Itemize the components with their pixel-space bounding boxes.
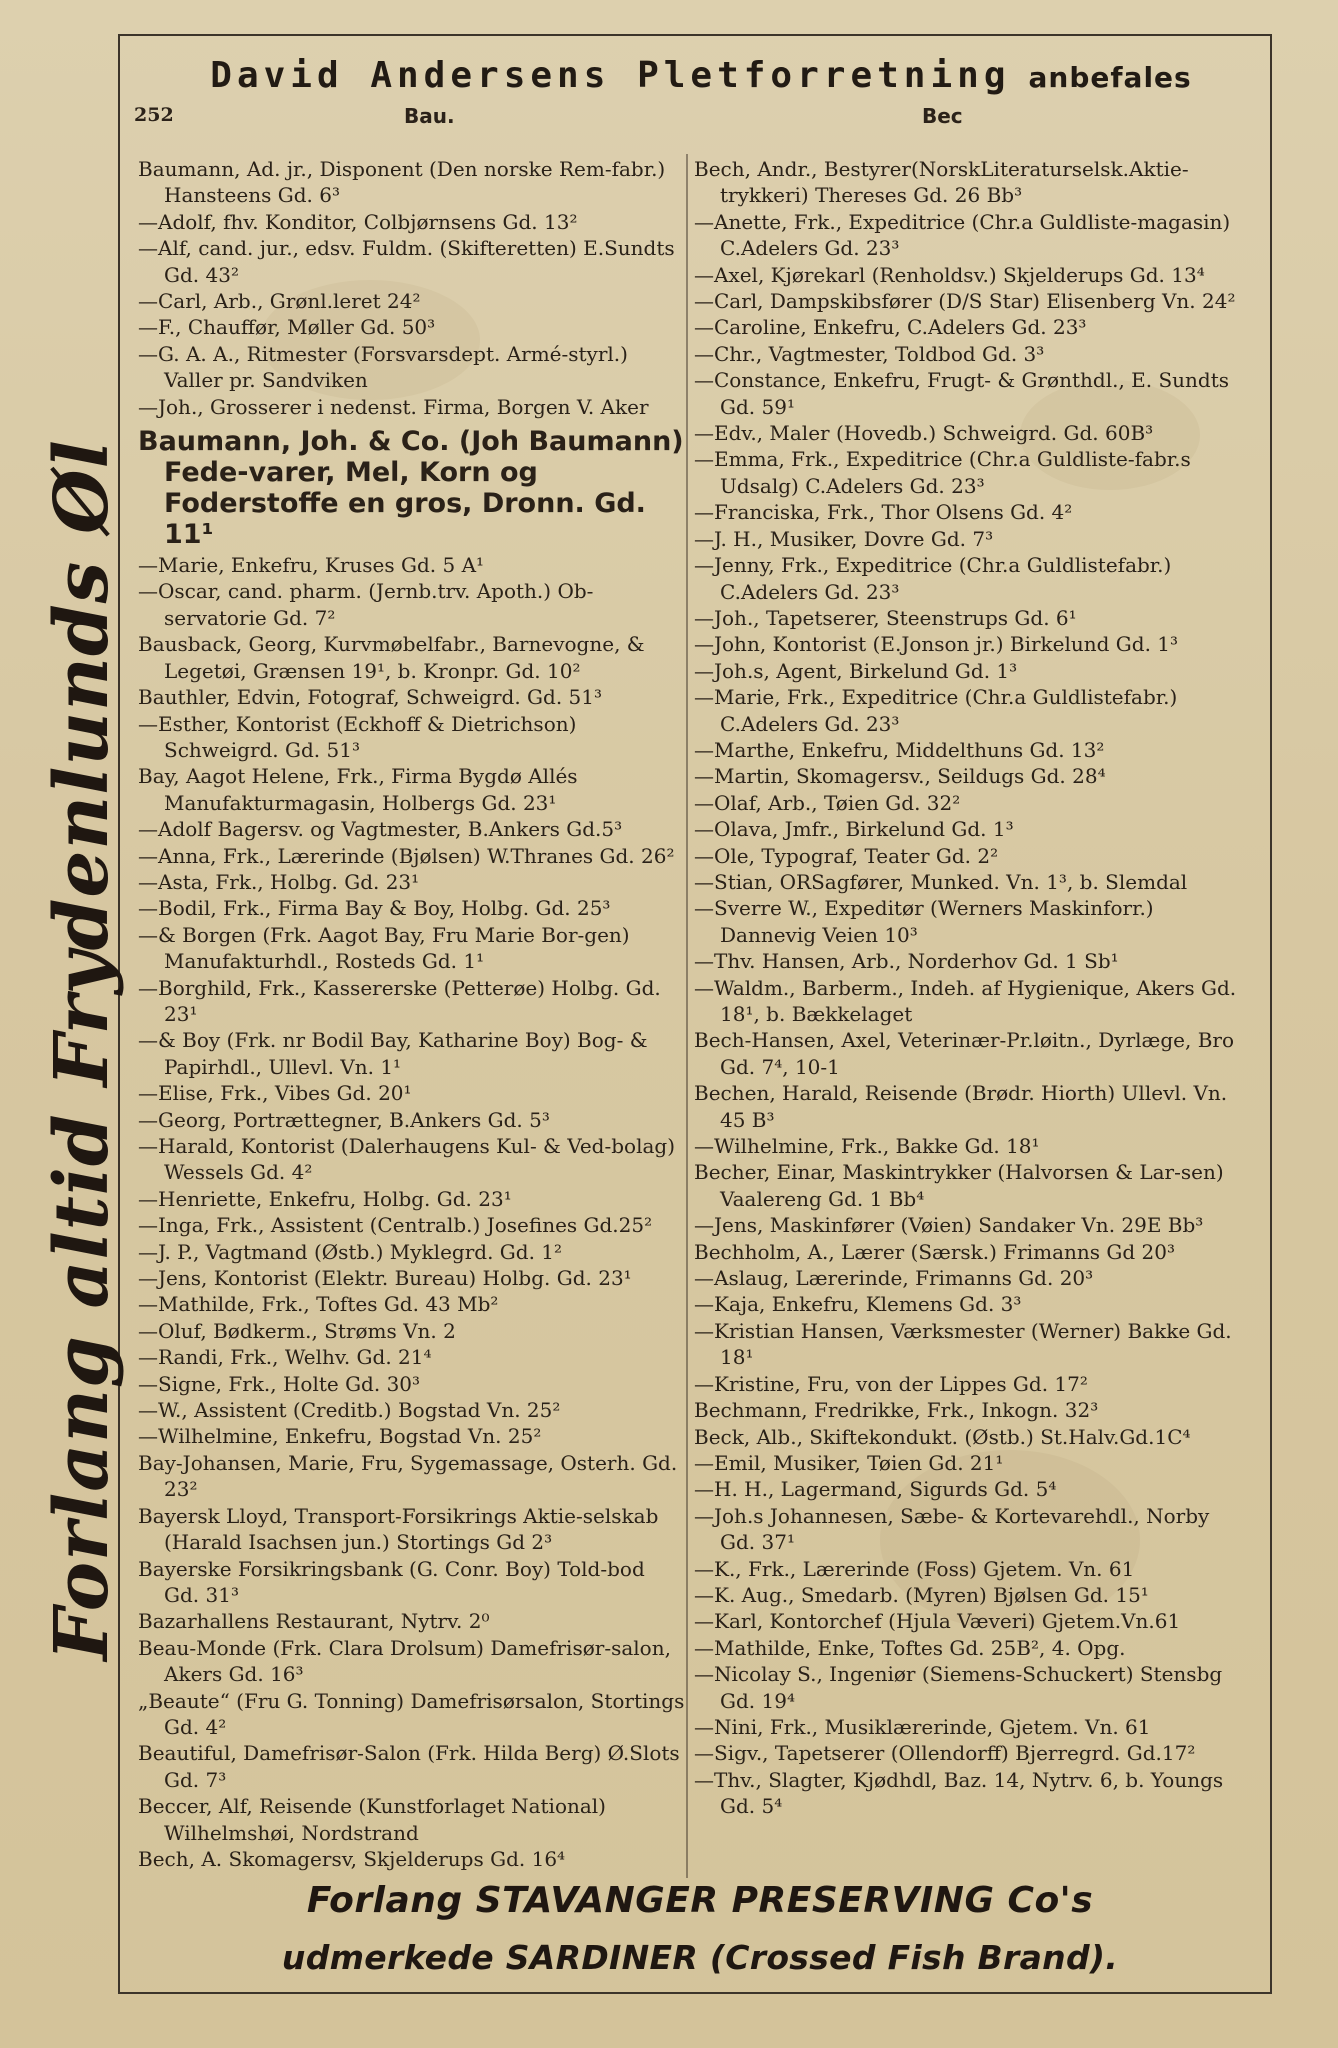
directory-entry: Bazarhallens Restaurant, Nytrv. 2⁰	[138, 1609, 490, 1634]
directory-entry: Beautiful, Damefrisør-Salon (Frk. Hilda Berg) Ø.Slots Gd. 7³	[138, 1741, 680, 1792]
directory-entry: —Marie, Enkefru, Kruses Gd. 5 A¹	[138, 553, 485, 578]
directory-entry: Baumann, Ad. jr., Disponent (Den norske Rem-fabr.) Hansteens Gd. 6³	[138, 157, 666, 208]
header-subtitle: anbefales	[1028, 61, 1192, 94]
column-divider	[686, 154, 688, 1878]
directory-entry: —Martin, Skomagersv., Seildugs Gd. 28⁴	[694, 764, 1106, 789]
directory-entry: —Oluf, Bødkerm., Strøms Vn. 2	[138, 1318, 456, 1343]
directory-entry: —Randi, Frk., Welhv. Gd. 21⁴	[138, 1345, 432, 1370]
directory-entry: —G. A. A., Ritmester (Forsvarsdept. Armé-styrl.) Valler pr. Sandviken	[138, 341, 628, 393]
directory-entry: —Oscar, cand. pharm. (Jernb.trv. Apoth.) Ob-servatorie Gd. 7²	[138, 579, 594, 630]
directory-entry: —Esther, Kontorist (Eckhoff & Dietrichson) Schweigrd. Gd. 51³	[138, 711, 577, 762]
directory-entry: —W., Assistent (Creditb.) Bogstad Vn. 25²	[138, 1398, 561, 1423]
directory-entry: —Nicolay S., Ingeniør (Siemens-Schuckert) Stensbg Gd. 19⁴	[694, 1662, 1223, 1713]
directory-entry: —Georg, Portrættegner, B.Ankers Gd. 5³	[138, 1107, 550, 1132]
directory-entry: —Adolf, fhv. Konditor, Colbjørnsens Gd. 13²	[138, 209, 578, 234]
directory-entry: —Olaf, Arb., Tøien Gd. 32²	[694, 790, 961, 815]
directory-entry: Bay-Johansen, Marie, Fru, Sygemassage, Osterh. Gd. 23²	[138, 1450, 678, 1502]
directory-entry: —Ole, Typograf, Teater Gd. 2²	[694, 843, 999, 868]
directory-entry: —Joh.s Johannesen, Sæbe- & Kortevarehdl., Norby Gd. 37¹	[694, 1503, 1210, 1555]
directory-entry: —Inga, Frk., Assistent (Centralb.) Josefines Gd.25²	[138, 1213, 653, 1238]
directory-entry: —Axel, Kjørekarl (Renholdsv.) Skjelderups Gd. 13⁴	[694, 262, 1205, 287]
directory-entry: —Alf, cand. jur., edsv. Fuldm. (Skifteretten) E.Sundts Gd. 43²	[138, 236, 675, 287]
bottom-ad-line-2: udmerkede SARDINER (Crossed Fish Brand).	[281, 1938, 1119, 1977]
directory-entry: —Karl, Kontorchef (Hjula Væveri) Gjetem.Vn.61	[694, 1609, 1181, 1634]
directory-entry: —Henriette, Enkefru, Holbg. Gd. 23¹	[138, 1186, 512, 1211]
directory-entry: —& Boy (Frk. nr Bodil Bay, Katharine Boy) Bog- & Papirhdl., Ullevl. Vn. 1¹	[138, 1028, 648, 1079]
directory-entry: Bay, Aagot Helene, Frk., Firma Bygdø Allés Manufakturmagasin, Holbergs Gd. 23¹	[138, 764, 578, 815]
directory-entry: —Wilhelmine, Enkefru, Bogstad Vn. 25²	[138, 1424, 542, 1449]
directory-entry: Baumann, Joh. & Co. (Joh Baumann) Fede-varer, Mel, Korn og Foderstoffe en gros, Dronn. Gd. 11¹	[138, 426, 684, 551]
directory-entry: —Wilhelmine, Frk., Bakke Gd. 18¹	[694, 1134, 1040, 1159]
directory-entry: Becher, Einar, Maskintrykker (Halvorsen & Lar-sen) Vaalereng Gd. 1 Bb⁴	[694, 1160, 1224, 1211]
header-banner	[176, 48, 1226, 96]
directory-entry: —Marthe, Enkefru, Middelthuns Gd. 13²	[694, 737, 1105, 762]
directory-entry: —F., Chauffør, Møller Gd. 50³	[138, 315, 436, 340]
directory-entry: —Kristian Hansen, Værksmester (Werner) Bakke Gd. 18¹	[694, 1318, 1232, 1370]
directory-entry: —Thv. Hansen, Arb., Norderhov Gd. 1 Sb¹	[694, 949, 1119, 974]
directory-entry: —Harald, Kontorist (Dalerhaugens Kul- & Ved-bolag) Wessels Gd. 4²	[138, 1134, 675, 1185]
right-column	[694, 156, 1246, 1820]
directory-entry: —& Borgen (Frk. Aagot Bay, Fru Marie Bor-gen) Manufakturhdl., Rosteds Gd. 1¹	[138, 922, 630, 974]
side-ad-text: Forlang altid Frydenlunds Øl	[39, 439, 125, 1661]
directory-entry: Beck, Alb., Skiftekondukt. (Østb.) St.Halv.Gd.1C⁴	[694, 1424, 1191, 1449]
page-number: 252	[134, 104, 174, 126]
directory-entry: —Olava, Jmfr., Birkelund Gd. 1³	[694, 817, 1014, 842]
directory-entry: —Sigv., Tapetserer (Ollendorff) Bjerregrd. Gd.17²	[694, 1741, 1196, 1766]
directory-entry: —Franciska, Frk., Thor Olsens Gd. 4²	[694, 500, 1073, 525]
directory-entry: Bech, A. Skomagersv, Skjelderups Gd. 16⁴	[138, 1846, 566, 1871]
directory-entry: —Emma, Frk., Expeditrice (Chr.a Guldliste-fabr.s Udsalg) C.Adelers Gd. 23³	[694, 447, 1191, 498]
directory-entry: —Thv., Slagter, Kjødhdl, Baz. 14, Nytrv. 6, b. Youngs Gd. 5⁴	[694, 1767, 1224, 1819]
directory-entry: Beccer, Alf, Reisende (Kunstforlaget National) Wilhelmshøi, Nordstrand	[138, 1794, 606, 1845]
directory-entry: —Adolf Bagersv. og Vagtmester, B.Ankers Gd.5³	[138, 817, 623, 842]
directory-entry: —Stian, ORSagfører, Munked. Vn. 1³, b. Slemdal	[694, 869, 1188, 894]
directory-entry: —Mathilde, Enke, Toftes Gd. 25B², 4. Opg.	[694, 1635, 1126, 1660]
directory-entry: —H. H., Lagermand, Sigurds Gd. 5⁴	[694, 1477, 1057, 1502]
directory-entry: —Carl, Arb., Grønl.leret 24²	[138, 289, 421, 314]
directory-entry: —Jens, Kontorist (Elektr. Bureau) Holbg. Gd. 23¹	[138, 1266, 632, 1291]
directory-entry: —K. Aug., Smedarb. (Myren) Bjølsen Gd. 15¹	[694, 1582, 1149, 1607]
directory-entry: —Carl, Dampskibsfører (D/S Star) Elisenberg Vn. 24²	[694, 289, 1236, 314]
directory-entry: —Asta, Frk., Holbg. Gd. 23¹	[138, 869, 420, 894]
section-range-left: Bau.	[404, 104, 455, 128]
directory-entry: —Edv., Maler (Hovedb.) Schweigrd. Gd. 60B³	[694, 421, 1154, 446]
directory-entry: —J. H., Musiker, Dovre Gd. 7³	[694, 526, 994, 551]
directory-entry: —Nini, Frk., Musiklærerinde, Gjetem. Vn. 61	[694, 1714, 1151, 1739]
directory-entry: —Mathilde, Frk., Toftes Gd. 43 Mb²	[138, 1292, 499, 1317]
directory-entry: —K., Frk., Lærerinde (Foss) Gjetem. Vn. 61	[694, 1556, 1135, 1581]
directory-entry: —Kristine, Fru, von der Lippes Gd. 17²	[694, 1371, 1088, 1396]
directory-entry: —Elise, Frk., Vibes Gd. 20¹	[138, 1081, 412, 1106]
directory-entry: Bayerske Forsikringsbank (G. Conr. Boy) Told-bod Gd. 31³	[138, 1556, 645, 1607]
directory-entry: Bechholm, A., Lærer (Særsk.) Frimanns Gd 20³	[694, 1239, 1175, 1264]
directory-entry: —Jenny, Frk., Expeditrice (Chr.a Guldlistefabr.) C.Adelers Gd. 23³	[694, 553, 1172, 604]
directory-entry: —Emil, Musiker, Tøien Gd. 21¹	[694, 1450, 1004, 1475]
directory-entry: —Borghild, Frk., Kassererske (Petterøe) Holbg. Gd. 23¹	[138, 975, 661, 1026]
directory-entry: Bechmann, Fredrikke, Frk., Inkogn. 32³	[694, 1398, 1099, 1423]
directory-entry: —Waldm., Barberm., Indeh. af Hygienique, Akers Gd. 18¹, b. Bækkelaget	[694, 975, 1237, 1026]
directory-entry: —Marie, Frk., Expeditrice (Chr.a Guldlistefabr.) C.Adelers Gd. 23³	[694, 685, 1178, 736]
directory-entry: —Aslaug, Lærerinde, Frimanns Gd. 20³	[694, 1266, 1094, 1291]
directory-entry: —Kaja, Enkefru, Klemens Gd. 3³	[694, 1292, 1022, 1317]
directory-entry: —Chr., Vagtmester, Toldbod Gd. 3³	[694, 341, 1045, 366]
directory-entry: —Joh., Grosserer i nedenst. Firma, Borgen V. Aker	[138, 394, 649, 419]
directory-entry: —Caroline, Enkefru, C.Adelers Gd. 23³	[694, 315, 1087, 340]
directory-entry: —Anette, Frk., Expeditrice (Chr.a Guldliste-magasin) C.Adelers Gd. 23³	[694, 209, 1231, 261]
directory-entry: —Constance, Enkefru, Frugt- & Grønthdl., E. Sundts Gd. 59¹	[694, 368, 1230, 419]
directory-entry: —John, Kontorist (E.Jonson jr.) Birkelund Gd. 1³	[694, 632, 1179, 657]
left-column	[138, 156, 686, 1872]
directory-entry: —Signe, Frk., Holte Gd. 30³	[138, 1371, 421, 1396]
directory-entry: —J. P., Vagtmand (Østb.) Myklegrd. Gd. 1²	[138, 1239, 563, 1264]
section-range-right: Bec	[922, 104, 963, 128]
directory-entry: —Anna, Frk., Lærerinde (Bjølsen) W.Thranes Gd. 26²	[138, 843, 675, 868]
directory-entry: —Bodil, Frk., Firma Bay & Boy, Holbg. Gd. 25³	[138, 896, 611, 921]
directory-entry: „Beaute“ (Fru G. Tonning) Damefrisørsalon, Stortings Gd. 4²	[138, 1688, 685, 1739]
directory-entry: Bausback, Georg, Kurvmøbelfabr., Barnevogne, & Legetøi, Grænsen 19¹, b. Kronpr. Gd. 10²	[138, 632, 645, 683]
directory-entry: Bechen, Harald, Reisende (Brødr. Hiorth) Ullevl. Vn. 45 B³	[694, 1081, 1228, 1132]
bottom-ad-line-1: Forlang STAVANGER PRESERVING Co's	[306, 1880, 1094, 1921]
directory-entry: Bech-Hansen, Axel, Veterinær-Pr.løitn., Dyrlæge, Bro Gd. 7⁴, 10-1	[694, 1028, 1234, 1079]
header-title: David Andersens Pletforretning	[210, 55, 1011, 96]
directory-entry: Bech, Andr., Bestyrer(NorskLiteraturselsk.Aktie-trykkeri) Thereses Gd. 26 Bb³	[694, 157, 1189, 208]
directory-entry: —Joh., Tapetserer, Steenstrups Gd. 6¹	[694, 605, 1077, 630]
directory-entry: Beau-Monde (Frk. Clara Drolsum) Damefrisør-salon, Akers Gd. 16³	[138, 1635, 671, 1687]
directory-entry: —Joh.s, Agent, Birkelund Gd. 1³	[694, 658, 1018, 683]
directory-entry: Bauthler, Edvin, Fotograf, Schweigrd. Gd. 51³	[138, 685, 602, 710]
directory-entry: —Jens, Maskinfører (Vøien) Sandaker Vn. 29E Bb³	[694, 1213, 1204, 1238]
directory-entry: Bayersk Lloyd, Transport-Forsikrings Aktie-selskab (Harald Isachsen jun.) Stortings Gd 2³	[138, 1503, 659, 1555]
directory-entry: —Sverre W., Expeditør (Werners Maskinforr.) Dannevig Veien 10³	[694, 896, 1154, 947]
